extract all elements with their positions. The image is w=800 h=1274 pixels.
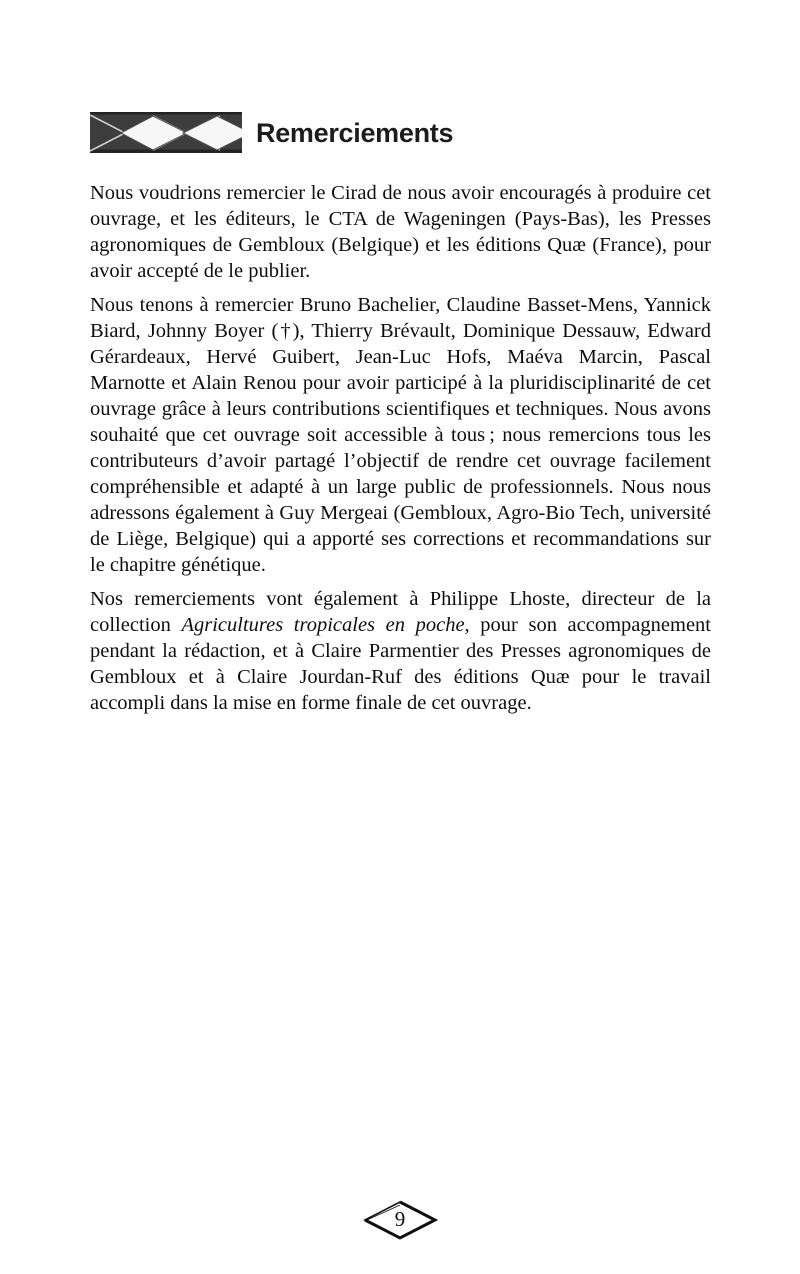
text-segment: Nous tenons à remercier Bruno Bachelier, Claudine Basset-Mens, Yannick Biard, Johnny Boyer (†), Thierry Brévault, Dominique Dessauw, Edward Gérardeaux, Hervé Guibert, Jean-Luc Hofs, Maéva Marcin, Pascal Marnotte et Alain Renou pour avoir participé à la pluridisciplinarité de cet ouvrage grâce à leurs contributions scientifiques et techniques. Nous avons souhaité que cet ouvrage soit accessible à tous ; nous remercions tous les contributeurs d’avoir partagé l’objectif de rendre cet ouvrage facilement compréhensible et adapté à un large public de professionnels. Nous nous adressons également à Guy Mergeai (Gembloux, Agro-Bio Tech, université de Liège, Belgique) qui a apporté ses corrections et recommandations sur le chapitre génétique. (90, 294, 711, 576)
diamond-ribbon-icon (90, 112, 242, 153)
page-footer (0, 1199, 800, 1243)
text-segment: pour son accompagnement pendant la rédaction, et à Claire Parmentier des Presses agronomiques de Gembloux et à Claire Jourdan-Ruf des éditions Quæ pour le travail accompli dans la mise en forme finale de cet ouvrage. (90, 614, 711, 714)
paragraph (90, 292, 711, 578)
page-number-diamond-icon (362, 1199, 438, 1243)
text-segment: Nous voudrions remercier le Cirad de nous avoir encouragés à produire cet ouvrage, et les éditeurs, le CTA de Wageningen (Pays-Bas), les Presses agronomiques de Gembloux (Belgique) et les éditions Quæ (France), pour avoir accepté de le publier. (90, 182, 711, 282)
text-segment: Agricultures tropicales en poche, (181, 614, 470, 636)
paragraphs (90, 180, 711, 724)
chapter-title: Remerciements (256, 117, 454, 148)
chapter-header (90, 112, 453, 153)
page-number: 9 (394, 1207, 406, 1231)
paragraph (90, 586, 711, 716)
paragraph (90, 180, 711, 284)
text-segment: Nos remerciements vont également à Philippe Lhoste, directeur de la collection (90, 588, 711, 636)
